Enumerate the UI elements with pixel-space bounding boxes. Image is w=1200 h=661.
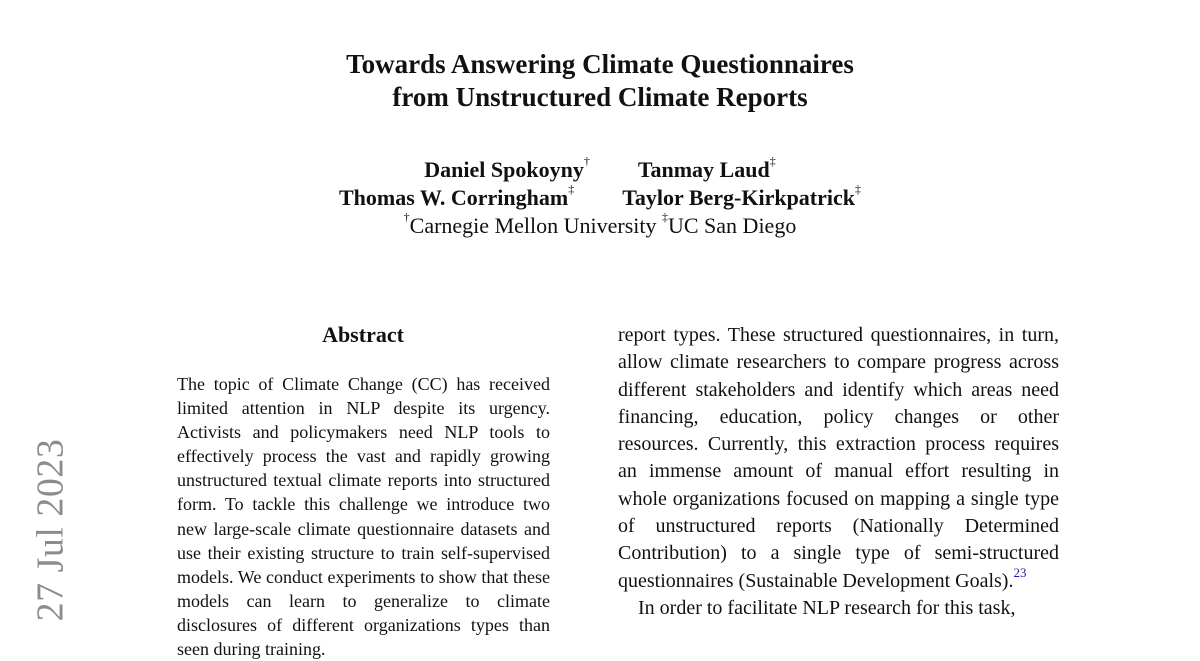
paper-title	[0, 48, 1200, 114]
author: Thomas W. Corringham‡	[338, 182, 575, 210]
author: Daniel Spokoyny†	[424, 154, 590, 182]
arxiv-date: 27 Jul 2023	[29, 438, 72, 622]
abstract-body: The topic of Climate Change (CC) has received limited attention in NLP despite its urgency. Activists and policymakers need NLP tools to effectively process the vast and rapidly growing unstructured textual climate reports into structured form. To tackle this challenge we introduce two new large-scale climate questionnaire datasets and use their existing structure to train self-supervised models. We conduct experiments to show that these models can learn to generalize to climate disclosures of different organizations types than seen during training.	[177, 374, 550, 660]
author-block	[0, 156, 1200, 240]
author-row-1	[0, 156, 1200, 184]
footnote-link[interactable]: 23	[1013, 564, 1027, 580]
author-row-2	[0, 184, 1200, 212]
title-line-1: Towards Answering Climate Questionnaires	[346, 49, 854, 79]
title-line-2: from Unstructured Climate Reports	[392, 82, 808, 112]
affiliations: †Carnegie Mellon University ‡UC San Diego	[403, 210, 797, 238]
author: Tanmay Laud‡	[637, 154, 776, 182]
author: Taylor Berg-Kirkpatrick‡	[622, 182, 862, 210]
right-column	[618, 322, 1059, 648]
arxiv-side-stamp	[26, 435, 74, 625]
paragraph: report types. These structured questionnaires, in turn, allow climate researchers to compare progress across different stakeholders and identify which areas need financing, education, policy changes or other resources. Currently, this extraction process requires an immense amount of manual effort resulting in whole organizations focused on mapping a single type of unstructured reports (Nationally Determined Contribution) to a single type of semi-structured questionnaires (Sustainable Development Goals).$^{23}$	[618, 324, 1059, 592]
abstract-heading: Abstract	[322, 322, 404, 347]
paragraph: In order to facilitate NLP research for this task,	[638, 596, 1016, 619]
